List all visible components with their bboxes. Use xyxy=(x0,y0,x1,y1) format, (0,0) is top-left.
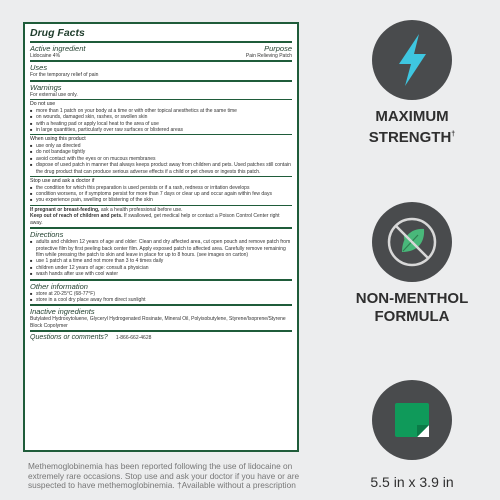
strength-line1: MAXIMUM xyxy=(375,108,449,125)
feature-maximum-strength xyxy=(342,20,482,147)
feature-non-menthol xyxy=(332,202,492,326)
other-info-title: Other information xyxy=(30,281,88,291)
directions-title: Directions xyxy=(30,230,64,240)
questions-title: Questions or comments? xyxy=(30,334,108,342)
divider xyxy=(30,60,292,62)
keep-out-warning xyxy=(30,213,292,226)
patch-size-label: 5.5 in x 3.9 in xyxy=(370,474,454,490)
questions-phone: 1-866-662-4628 xyxy=(115,335,152,342)
formula-label xyxy=(332,290,492,326)
list-item: ■ adults and children 12 years of age and older: Clean and dry affected area, cut open pouch and remove patch from protective film by first peeling back center film. Apply exposed patch to affected area. Carefully remove remaining film while pressing the patch to skin and leave in place for up to 8 hours. (see images on carton) xyxy=(30,239,292,258)
lightning-bolt-icon xyxy=(372,20,452,100)
uses-text: For the temporary relief of pain xyxy=(30,72,99,79)
divider xyxy=(30,279,292,281)
questions-row xyxy=(30,333,292,342)
list-item: ■ wash hands after use with cool water xyxy=(30,271,292,277)
strength-line2: STRENGTH xyxy=(368,129,452,146)
warnings-title: Warnings xyxy=(30,82,62,92)
formula-circle xyxy=(372,202,452,282)
divider xyxy=(30,227,292,229)
divider xyxy=(30,80,292,82)
list-item: ■ on wounds, damaged skin, rashes, or swollen skin xyxy=(30,114,292,120)
list-item: ■ store in a cool dry place away from direct sunlight xyxy=(30,297,292,303)
divider xyxy=(30,134,292,135)
warnings-external: For external use only. xyxy=(30,91,78,98)
active-ingredient-row xyxy=(30,53,292,59)
divider xyxy=(30,41,292,43)
methemoglobinemia-disclaimer: Methemoglobinemia has been reported following the use of lidocaine on extremely rare occasions. Stop use and ask your doctor if you have or are suspected to have methemoglobinemia. †Available without a prescription xyxy=(28,461,300,491)
list-item: ■ more than 1 patch on your body at a time or with other topical anesthetics at the same time xyxy=(30,108,292,114)
divider xyxy=(30,330,292,332)
active-ingredient-value: Lidocaine 4% xyxy=(30,53,61,59)
inactive-text: Butylated Hydroxytoluene, Glyceryl Hydrogenated Rosinate, Mineral Oil, Polyisobutylene, Styrene/Isoprene/Styrene Block Copolymer xyxy=(30,316,286,329)
divider xyxy=(30,176,292,177)
strength-mark: † xyxy=(451,131,456,138)
do-not-use-head: Do not use xyxy=(30,101,56,108)
active-ingredient-header xyxy=(30,44,292,53)
pregnancy-bold: If pregnant or breast-feeding, xyxy=(30,206,100,213)
list-item: ■ with a heating pad or apply local heat to the area of use xyxy=(30,121,292,127)
pregnancy-rest: ask a health professional before use. xyxy=(99,206,183,213)
stop-use-head: Stop use and ask a doctor if xyxy=(30,178,95,185)
list-item: ■ do not bandage tightly xyxy=(30,149,292,155)
active-ingredient-label: Active ingredient xyxy=(30,44,86,53)
list-item: ■ use 1 patch at a time and not more than 3 to 4 times daily xyxy=(30,258,292,264)
strength-circle xyxy=(372,20,452,100)
list-item: ■ dispose of used patch in manner that always keeps product away from children and pets. Used patches still contain the drug product that can produce serious adverse effects if a child or pet chews or ingests this patch. xyxy=(30,162,292,175)
uses-title: Uses xyxy=(30,63,48,73)
list-item: ■ store at 20-25°C (68-77°F) xyxy=(30,291,292,297)
drug-facts-title: Drug Facts xyxy=(30,27,85,39)
list-item: ■ condition worsens, or if symptoms persist for more than 7 days or clear up and occur again within few days xyxy=(30,191,292,197)
list-item: ■ the condition for which this preparation is used persists or if a rash, redness or irritation develops xyxy=(30,185,292,191)
strength-label xyxy=(342,108,482,147)
purpose-value: Pain Relieving Patch xyxy=(245,53,292,59)
no-mint-leaf-icon xyxy=(372,202,452,282)
list-item: ■ avoid contact with the eyes or on mucous membranes xyxy=(30,156,292,162)
size-circle xyxy=(372,380,452,460)
drug-facts-panel xyxy=(23,22,299,452)
divider xyxy=(30,99,292,100)
purpose-label: Purpose xyxy=(264,44,292,53)
inactive-title: Inactive ingredients xyxy=(30,307,95,317)
strength-line2-wrap xyxy=(342,126,482,147)
divider xyxy=(30,304,292,306)
keep-out-bold: Keep out of reach of children and pets. xyxy=(30,213,123,220)
when-using-head: When using this product xyxy=(30,136,86,143)
formula-line1: NON-MENTHOL xyxy=(355,290,469,307)
formula-line2: FORMULA xyxy=(374,308,450,325)
list-item: ■ in large quantities, particularly over raw surfaces or blistered areas xyxy=(30,127,292,133)
list-item: ■ use only as directed xyxy=(30,143,292,149)
list-item: ■ you experience pain, swelling or blistering of the skin xyxy=(30,197,292,203)
feature-patch-size xyxy=(342,380,482,490)
list-item: ■ children under 12 years of age: consult a physician xyxy=(30,265,292,271)
patch-square-icon xyxy=(372,380,452,460)
keep-out-rest: If swallowed, get medical help or contact a Poison Control Center right away. xyxy=(30,213,280,226)
divider xyxy=(30,205,292,206)
